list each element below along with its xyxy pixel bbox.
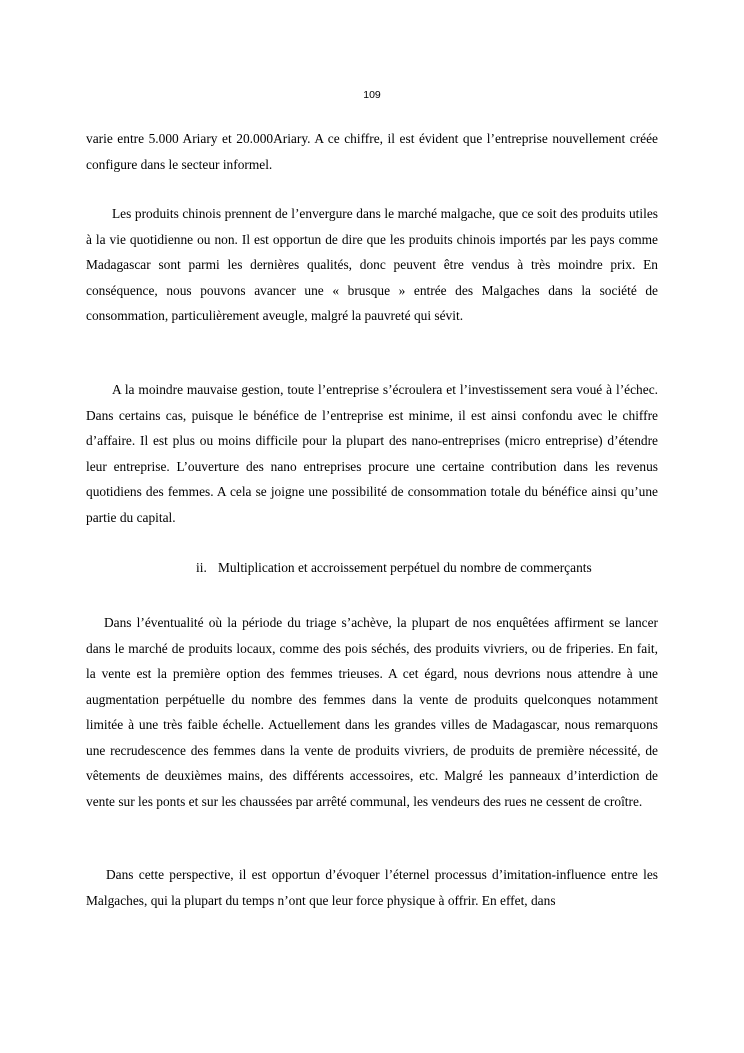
section-heading: [196, 557, 592, 579]
page-number: 109: [363, 89, 381, 101]
paragraph-continuation: varie entre 5.000 Ariary et 20.000Ariary. A ce chiffre, il est évident que l’entreprise nouvellement créée configure dans le secteur informel.: [86, 131, 658, 172]
section-heading-title: Multiplication et accroissement perpétuel du nombre de commerçants: [218, 560, 592, 575]
paragraph-sorting-period: Dans l’éventualité où la période du triage s’achève, la plupart de nos enquêtées affirment se lancer dans le marché de produits locaux, comme des pois séchés, des produits vivriers, ou de friperies. En fait, la vente est la première option des femmes trieuses. A cet égard, nous devrions nous attendre à une augmentation perpétuelle du nombre des femmes dans la vente de produits quelconques notamment limitée à une très faible échelle. Actuellement dans les grandes villes de Madagascar, nous remarquons une recrudescence des femmes dans la vente de produits vivriers, de produits de première nécessité, de vêtements de deuxièmes mains, des différents accessoires, etc. Malgré les panneaux d’interdiction de vente sur les ponts et sur les chaussées par arrêté communal, les vendeurs des rues ne cessent de croître.: [86, 615, 658, 809]
paragraph-bad-management: A la moindre mauvaise gestion, toute l’entreprise s’écroulera et l’investissement sera voué à l’échec. Dans certains cas, puisque le bénéfice de l’entreprise est minime, il est ainsi confondu avec le chiffre d’affaire. Il est plus ou moins difficile pour la plupart des nano-entreprises (micro entreprise) d’étendre leur entreprise. L’ouverture des nano entreprises procure une certaine contribution dans les revenus quotidiens des femmes. A cela se joigne une possibilité de consommation totale du bénéfice ainsi qu’une partie du capital.: [86, 382, 658, 525]
section-heading-number: ii.: [196, 560, 207, 575]
paragraph-chinese-products: Les produits chinois prennent de l’envergure dans le marché malgache, que ce soit des produits utiles à la vie quotidienne ou non. Il est opportun de dire que les produits chinois importés par les pays comme Madagascar sont parmi les dernières qualités, donc peuvent être vendus à très moindre prix. En conséquence, nous pouvons avancer une « brusque » entrée des Malgaches dans la société de consommation, particulièrement aveugle, malgré la pauvreté qui sévit.: [86, 206, 658, 323]
paragraph-imitation-influence: Dans cette perspective, il est opportun d’évoquer l’éternel processus d’imitation-influence entre les Malgaches, qui la plupart du temps n’ont que leur force physique à offrir. En effet, dans: [86, 867, 658, 908]
